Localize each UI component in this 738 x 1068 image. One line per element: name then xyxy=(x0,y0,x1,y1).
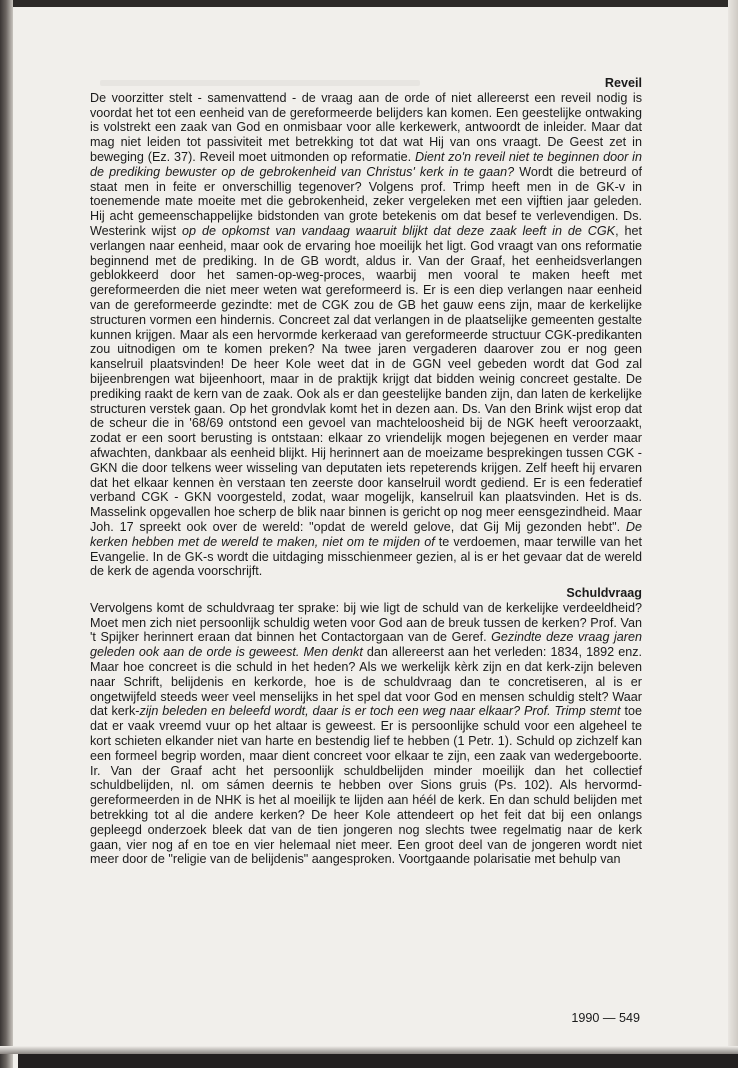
page-bottom-shadow xyxy=(0,1046,738,1054)
section-heading-schuldvraag: Schuldvraag xyxy=(566,586,642,601)
page-number: 1990 — 549 xyxy=(571,1011,640,1025)
text-run: De voorzitter stelt - samenvattend - de vraag aan de orde of niet allereerst een reveil nodig is voordat het tot een eenheid van de gereformeerde belijders kan komen. Een geestelijke ontwaking is volstrekt een zaak van God en onmisbaar voor alle kerkewerk, antwoordt de inleider. Maar dat mag niet leiden tot passiviteit met betrekking tot dat wat Hij van ons vraagt. De Geest zet in beweging (Ez. 37). Reveil moet uitmonden op reformatie. xyxy=(90,90,642,164)
italic-text-run: zijn beleden en beleefd wordt, daar is er toch een weg naar elkaar? Prof. Trimp stemt xyxy=(139,704,621,719)
text-run: toe dat er vaak vreemd vuur op het altaar is geweest. Er is persoonlijke schuld voor een algeheel te kort schieten elkander niet van harte en bestendig lief te hebben (1 Petr. 1). Schuld op zichzelf kan een formeel begrip worden, maar dient concreet voor elkaar te zijn, een zaak van wedergeboorte. Ir. Van der Graaf acht het persoonlijk schuldbelijden minder moeilijk dan het collectief schuldbelijden, nl. om sámen deernis te hebben over Sions gruis (Ps. 102). Als hervormd-gereformeerden in de NHK is het al moeilijk te lijden aan héél de kerk. En dan schuld belijden met betrekking tot al die andere kerken? De heer Kole attendeert op het feit dat bij een onlangs gepleegd onderzoek bleek dat van de tien jongeren nog slechts twee regelmatig naar de kerk gaan, vier nog af en toe en vier helemaal niet meer. Een groot deel van de jongeren wordt niet meer door de "religie van de belijdenis" aangesproken. Voortgaande polarisatie met behulp van xyxy=(90,704,642,867)
italic-text-run: Gezindte deze vraag jaren geleden ook aan de orde is geweest. Men denkt xyxy=(90,630,642,660)
paragraph-schuldvraag xyxy=(90,601,642,867)
italic-text-run: op de opkomst van vandaag waaruit blijkt dat deze zaak leeft in de CGK xyxy=(182,223,616,238)
article-text-column xyxy=(90,76,642,867)
text-run: dan allereerst aan het verleden: 1834, 1892 enz. Maar hoe concreet is die schuld in het heden? Als we werkelijk kèrk zijn en dat kerk-zijn beleven naar Schrift, belijdenis en kerkorde, hoe is de schuldvraag dan te concretiseren, al is er ongetwijfeld steeds weer veel menselijks in het spel dat voor God en mensen schuldig stelt? Waar dat kerk- xyxy=(90,645,642,719)
text-run: Wordt die betreurd of staat men in feite er onverschillig tegenover? Volgens prof. Trimp heeft men in de GK-v in toenemende mate moeite met die gebrokenheid, zeker vergeleken met een vijftien jaar geleden. Hij acht gemeenschappelijke bidstonden van grote betekenis om dat besef te verlevendigen. Ds. Westerink wijst xyxy=(90,164,643,238)
text-run: te verdoemen, maar terwille van het Evangelie. In de GK-s wordt die uitdaging misschienmeer gezien, al is er het gevaar dat de wereld de kerk de agenda voorschrijft. xyxy=(90,534,642,579)
section-heading-reveil: Reveil xyxy=(604,76,642,90)
text-run: , het verlangen naar eenheid, maar ook de ervaring hoe moeilijk het ligt. God vraagt van ons reformatie beginnend met de prediking. In de GB wordt, aldus ir. Van der Graaf, het eenheidsverlangen geblokkeerd door het samen-op-weg-proces, waarbij men vooral te maken heeft met gereformeerden die niet meer weten wat gereformeerd is. Er is een diep verlangen naar eenheid van de gereformeerde gezindte: met de CGK zou de GB het gauw eens zijn, maar de kerkelijke structuren vormen een hindernis. Concreet zal dat verlangen in de plaatselijke gemeenten gestalte kunnen krijgen. Maar als een hervormde kerkeraad van gereformeerde structuur CGK-predikanten zou uitnodigen om te komen preken? Na twee jaren vergaderen daarover zou er nog geen kanselruil plaatsvinden! De heer Kole weet dat in de GGN veel gebeden wordt dat God zal bijeenbrengen wat bijeenhoort, maar in de praktijk krijgt dat bidden weinig concreet gestalte. De prediking raakt de kern van de zaak. Ook als er dan geestelijke banden zijn, dan laten de kerkelijke structuren verstek gaan. Op het grondvlak komt het in dezen aan. Ds. Van den Brink wijst erop dat de scheur die in '68/69 ontstond een gevoel van machteloosheid bij de NGK heeft veroorzaakt, zodat er een soort berusting is ontstaan: elkaar zo vriendelijk mogen bejegenen en verder maar afwachten, dankbaar als eenheid blijkt. Hij herinnert aan de moeizame besprekingen tussen CGK - GKN die door telkens weer wisseling van deputaten iets repeterends krijgen. Zelf heeft hij ervaren dat het elkaar kennen èn verstaan ten zeerste door kanselruil wordt gediend. Er is een federatief verband CGK - GKN voorgesteld, zodat, waar mogelijk, kanselruil kan plaatsvinden. Het is ds. Masselink opgevallen hoe scherp de blik naar binnen is gericht op nog meer eensgezindheid. Maar Joh. 17 spreekt ook over de wereld: "opdat de wereld gelove, dat Gij Mij gezonden hebt". xyxy=(90,223,642,534)
paragraph-reveil xyxy=(90,91,642,579)
page-right-edge xyxy=(728,0,738,1068)
page-gutter-shadow xyxy=(0,0,13,1068)
italic-text-run: Dient zo'n reveil niet te beginnen door in de prediking bewuster op de gebrokenheid van Christus' kerk in te gaan? xyxy=(90,149,642,179)
italic-text-run: De kerken hebben met de wereld te maken, niet om te mijden of xyxy=(90,519,642,549)
text-run: Vervolgens komt de schuldvraag ter sprake: bij wie ligt de schuld van de kerkelijke verdeeldheid? Moet men zich niet persoonlijk schuldig weten voor God aan de breuk tussen de kerken? Prof. Van 't Spijker herinnert eraan dat binnen het Contactorgaan van de Geref. xyxy=(90,600,642,645)
